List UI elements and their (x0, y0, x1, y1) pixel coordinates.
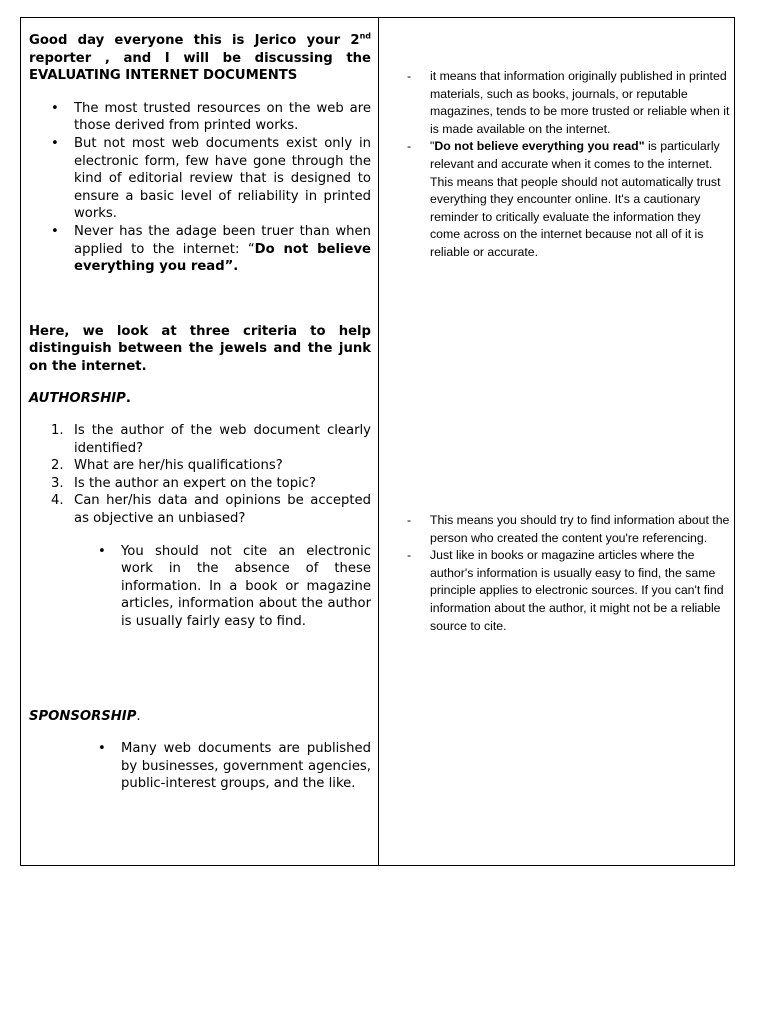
sponsorship-label: SPONSORSHIP (29, 708, 137, 724)
quote-bold: Do not believe everything you read" (434, 139, 645, 154)
authorship-label: AUTHORSHIP (29, 390, 126, 406)
sponsorship-note-list (29, 740, 371, 793)
left-column (29, 32, 371, 793)
intro-superscript: nd (359, 31, 371, 41)
list-number: 4. (51, 493, 64, 509)
list-item (404, 138, 734, 261)
intro-paragraph (29, 32, 371, 85)
intro-text-cont: reporter , and I will be discussing the EVALUATING INTERNET DOCUMENTS (29, 50, 371, 84)
list-number: 1. (51, 423, 64, 439)
list-item: • But not most web documents exist only in electronic form, few have gone through the kind of editorial review that is designed to ensure a basic level of reliability in printed works. (29, 135, 371, 223)
right-column-block-1 (404, 68, 734, 262)
quote-rest: is particularly relevant and accurate when it comes to the internet. This means that people should not automatically trust everything they encounter online. It's a cautionary reminder to critically evaluate the information they come across on the internet because not all of it is reliable or accurate. (430, 139, 721, 259)
list-number: 3. (51, 475, 64, 491)
intro-text: Good day everyone this is Jerico your 2 (29, 33, 360, 48)
list-item: • The most trusted resources on the web are those derived from printed works. (29, 100, 371, 135)
column-divider (378, 18, 379, 865)
intro-bullet-list (29, 100, 371, 276)
list-text: Is the author an expert on the topic? (74, 475, 316, 491)
adage-quote: Do not believe everything you read”. (74, 241, 371, 275)
list-item (29, 475, 371, 493)
authorship-questions (29, 422, 371, 528)
list-text: Can her/his data and opinions be accepted as objective an unbiased? (74, 493, 371, 527)
list-item: - This means you should try to find information about the person who created the content you're referencing. (404, 512, 734, 547)
quote-open: " (430, 139, 435, 154)
adage-text: Never has the adage been truer than when applied to the internet: “ (74, 223, 371, 257)
list-number: 2. (51, 458, 64, 474)
criteria-intro: Here, we look at three criteria to help distinguish between the jewels and the junk on the internet. (29, 323, 371, 374)
right-column-block-2 (404, 512, 734, 635)
document-table (20, 17, 735, 866)
authorship-period: . (125, 390, 131, 406)
authorship-heading (29, 390, 371, 408)
list-item (29, 492, 371, 527)
sponsorship-heading (29, 708, 371, 726)
list-item: - Just like in books or magazine articles where the author's information is usually easy to find, the same principle applies to electronic sources. If you can't find information about the author, it might not be a reliable source to cite. (404, 547, 734, 635)
list-item (29, 457, 371, 475)
list-text: What are her/his qualifications? (74, 458, 283, 474)
list-item: - it means that information originally published in printed materials, such as books, journals, or reputable magazines, tends to be more trusted or reliable when it is made available on the internet. (404, 68, 734, 138)
authorship-note-list (29, 543, 371, 631)
list-item: • You should not cite an electronic work in the absence of these information. In a book or magazine articles, information about the author is usually fairly easy to find. (29, 543, 371, 631)
list-item (29, 223, 371, 276)
sponsorship-period: . (136, 708, 141, 724)
list-text: Is the author of the web document clearly identified? (74, 423, 371, 456)
list-item: • Many web documents are published by businesses, government agencies, public-interest groups, and the like. (29, 740, 371, 793)
list-item (29, 422, 371, 457)
